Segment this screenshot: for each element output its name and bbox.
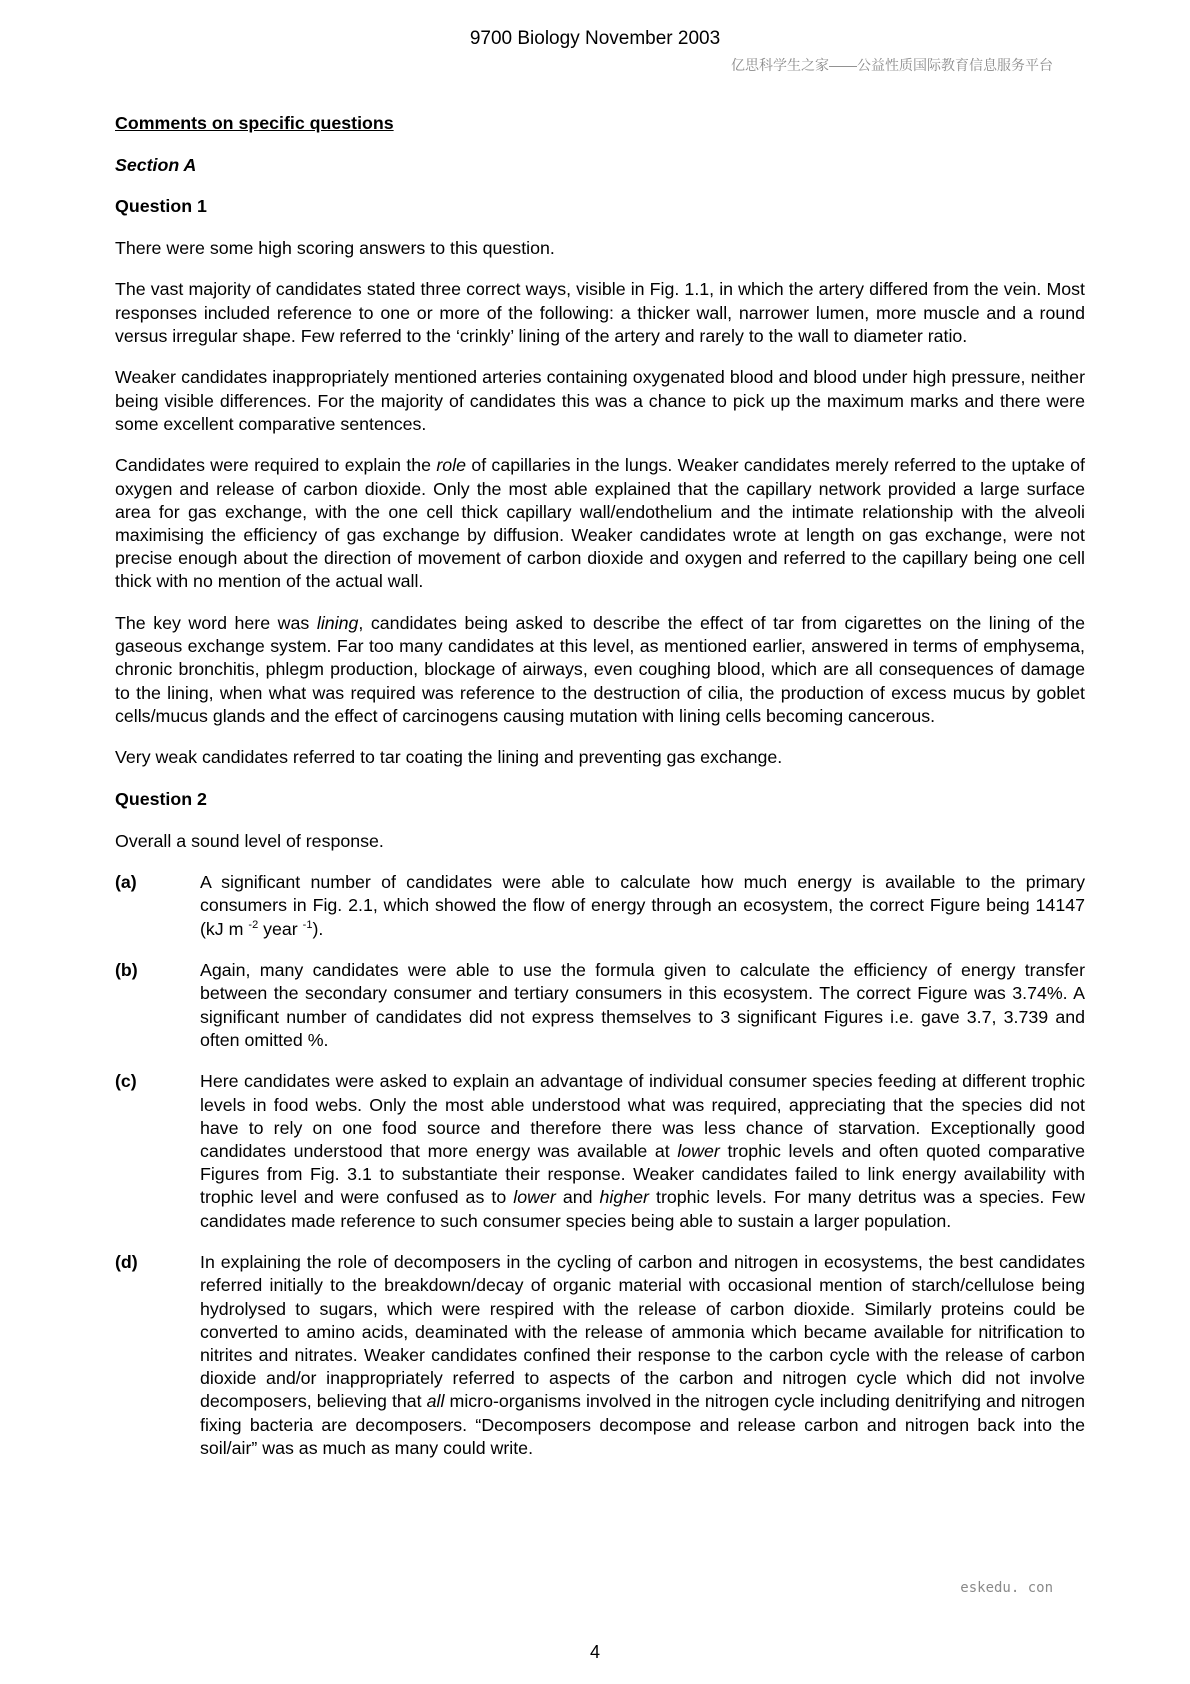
q2-part-b <box>115 959 1085 1052</box>
heading-question-2: Question 2 <box>115 788 207 809</box>
page-number: 4 <box>589 1642 600 1662</box>
q1-paragraph-1: There were some high scoring answers to this question. <box>115 237 555 258</box>
heading-comments: Comments on specific questions <box>115 113 394 133</box>
q2-part-d <box>115 1251 1085 1460</box>
part-label: (d) <box>115 1252 138 1273</box>
q1-paragraph-3: Weaker candidates inappropriately mentioned arteries containing oxygenated blood and blood under high pressure, neither being visible differences. For the majority of candidates this was a chance to pick up the maximum marks and there were some excellent comparative sentences. <box>115 367 1085 434</box>
part-label: (c) <box>115 1071 137 1092</box>
q1-paragraph-6: Very weak candidates referred to tar coating the lining and preventing gas exchange. <box>115 747 783 768</box>
q2-part-c <box>115 1070 1085 1232</box>
heading-section-a: Section A <box>115 154 197 175</box>
part-label: (a) <box>115 872 137 893</box>
part-text: Here candidates were asked to explain an advantage of individual consumer species feeding at different trophic levels in food webs. Only the most able understood what was required, appreciating that the species did not have to rely on one food source and therefore there was less chance of starvation. Exceptionally good candidates understood that more energy was available at lower trophic levels and often quoted comparative Figures from Fig. 3.1 to substantiate their response. Weaker candidates failed to link energy availability with trophic level and were confused as to lower and higher trophic levels. For many detritus was a species. Few candidates made reference to such consumer species being able to sustain a larger population. <box>200 1071 1085 1231</box>
q2-part-a <box>115 871 1085 941</box>
part-text: A significant number of candidates were able to calculate how much energy is available to the primary consumers in Fig. 2.1, which showed the flow of energy through an ecosystem, the correct Figure being 14147 (kJ m $^{-2}$ year $^{-1}$). <box>200 872 1085 939</box>
document-header-subtitle: 亿思科学生之家——公益性质国际教育信息服务平台 <box>731 57 1053 73</box>
q1-paragraph-4: Candidates were required to explain the role of capillaries in the lungs. Weaker candidates merely referred to the uptake of oxygen and release of carbon dioxide. Only the most able explained that the capillary network provided a large surface area for gas exchange, with the one cell thick capillary wall/endothelium and the intimate relationship with the alveoli maximising the efficiency of gas exchange by diffusion. Weaker candidates wrote at length on gas exchange, were not precise enough about the direction of movement of carbon dioxide and oxygen and referred to the capillary being one cell thick with no mention of the actual wall. <box>115 455 1085 592</box>
part-text: In explaining the role of decomposers in the cycling of carbon and nitrogen in ecosystems, the best candidates referred initially to the breakdown/decay of organic material with occasional mention of starch/cellulose being hydrolysed to sugars, which were respired with the release of carbon dioxide. Similarly proteins could be converted to amino acids, deaminated with the release of ammonia which became available for nitrification to nitrites and nitrates. Weaker candidates confined their response to the carbon cycle with the release of carbon dioxide and/or inappropriately referred to aspects of the carbon and nitrogen cycle which did not involve decomposers, believing that all micro-organisms involved in the nitrogen cycle including denitrifying and nitrogen fixing bacteria are decomposers. “Decomposers decompose and release carbon and nitrogen back into the soil/air” was as much as many could write. <box>200 1252 1085 1458</box>
q2-intro: Overall a sound level of response. <box>115 830 384 851</box>
document-body <box>115 112 1085 1478</box>
part-text: Again, many candidates were able to use the formula given to calculate the efficiency of energy transfer between the secondary consumer and tertiary consumers in this ecosystem. The correct Figure was 3.74%. A significant number of candidates did not express themselves to 3 significant Figures i.e. gave 3.7, 3.739 and often omitted %. <box>200 960 1085 1050</box>
watermark: eskedu. con <box>960 1580 1053 1596</box>
q1-paragraph-2: The vast majority of candidates stated three correct ways, visible in Fig. 1.1, in which the artery differed from the vein. Most responses included reference to one or more of the following: a thicker wall, narrower lumen, more muscle and a round versus irregular shape. Few referred to the ‘crinkly’ lining of the artery and rarely to the wall to diameter ratio. <box>115 279 1085 346</box>
q1-paragraph-5: The key word here was lining, candidates being asked to describe the effect of tar from cigarettes on the lining of the gaseous exchange system. Far too many candidates at this level, as mentioned earlier, answered in terms of emphysema, chronic bronchitis, phlegm production, blockage of airways, even coughing blood, which are all consequences of damage to the lining, when what was required was reference to the destruction of cilia, the production of excess mucus by goblet cells/mucus glands and the effect of carcinogens causing mutation with lining cells becoming cancerous. <box>115 612 1085 726</box>
document-header-title: 9700 Biology November 2003 <box>469 28 721 49</box>
heading-question-1: Question 1 <box>115 196 207 217</box>
part-label: (b) <box>115 960 138 981</box>
